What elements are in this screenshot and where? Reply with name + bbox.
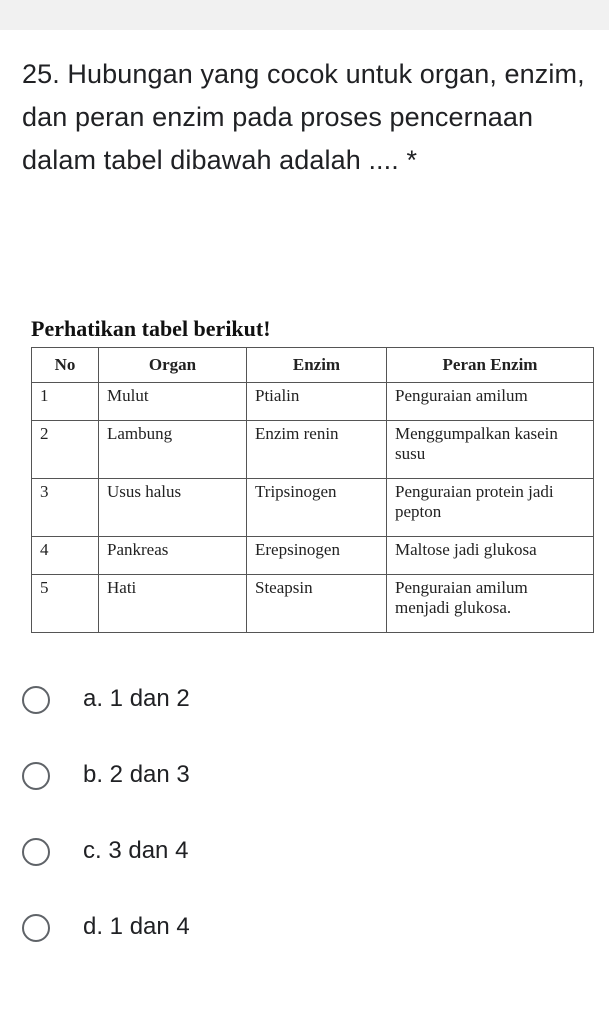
header-peran-enzim: Peran Enzim — [387, 348, 594, 383]
option-label[interactable]: c. 3 dan 4 — [83, 837, 189, 864]
cell-enzim: Ptialin — [247, 383, 387, 421]
question-title — [22, 53, 592, 182]
cell-no: 4 — [32, 537, 99, 575]
radio-button-icon[interactable] — [22, 914, 50, 942]
cell-enzim: Tripsinogen — [247, 479, 387, 537]
option-a[interactable] — [22, 680, 582, 756]
cell-peran: Maltose jadi glukosa — [387, 537, 594, 575]
option-label[interactable]: d. 1 dan 4 — [83, 913, 190, 940]
cell-peran: Penguraian amilum — [387, 383, 594, 421]
radio-button-icon[interactable] — [22, 686, 50, 714]
option-c[interactable] — [22, 832, 582, 908]
required-marker: * — [406, 145, 418, 175]
enzyme-table — [31, 347, 594, 633]
option-b[interactable] — [22, 756, 582, 832]
option-label[interactable]: b. 2 dan 3 — [83, 761, 190, 788]
cell-peran: Penguraian amilum menjadi glukosa. — [387, 575, 594, 633]
cell-organ: Mulut — [99, 383, 247, 421]
cell-no: 3 — [32, 479, 99, 537]
table-row — [32, 479, 594, 537]
radio-button-icon[interactable] — [22, 762, 50, 790]
table-title: Perhatikan tabel berikut! — [31, 316, 271, 341]
cell-enzim: Erepsinogen — [247, 537, 387, 575]
cell-peran: Menggumpalkan kasein susu — [387, 421, 594, 479]
option-d[interactable] — [22, 908, 582, 984]
cell-enzim: Enzim renin — [247, 421, 387, 479]
cell-peran: Penguraian protein jadi pepton — [387, 479, 594, 537]
header-no: No — [32, 348, 99, 383]
radio-button-icon[interactable] — [22, 838, 50, 866]
table-row — [32, 421, 594, 479]
top-bar — [0, 0, 609, 31]
option-label[interactable]: a. 1 dan 2 — [83, 685, 190, 712]
table-header-row — [32, 348, 594, 383]
table-row — [32, 575, 594, 633]
cell-organ: Hati — [99, 575, 247, 633]
cell-organ: Usus halus — [99, 479, 247, 537]
answer-options — [22, 680, 582, 984]
cell-no: 5 — [32, 575, 99, 633]
header-organ: Organ — [99, 348, 247, 383]
cell-no: 2 — [32, 421, 99, 479]
table-row — [32, 383, 594, 421]
header-enzim: Enzim — [247, 348, 387, 383]
cell-organ: Lambung — [99, 421, 247, 479]
cell-enzim: Steapsin — [247, 575, 387, 633]
cell-organ: Pankreas — [99, 537, 247, 575]
question-image — [31, 315, 593, 633]
cell-no: 1 — [32, 383, 99, 421]
question-text: 25. Hubungan yang cocok untuk organ, enzim, dan peran enzim pada proses pencernaan dalam tabel dibawah adalah .... — [22, 59, 585, 175]
table-row — [32, 537, 594, 575]
